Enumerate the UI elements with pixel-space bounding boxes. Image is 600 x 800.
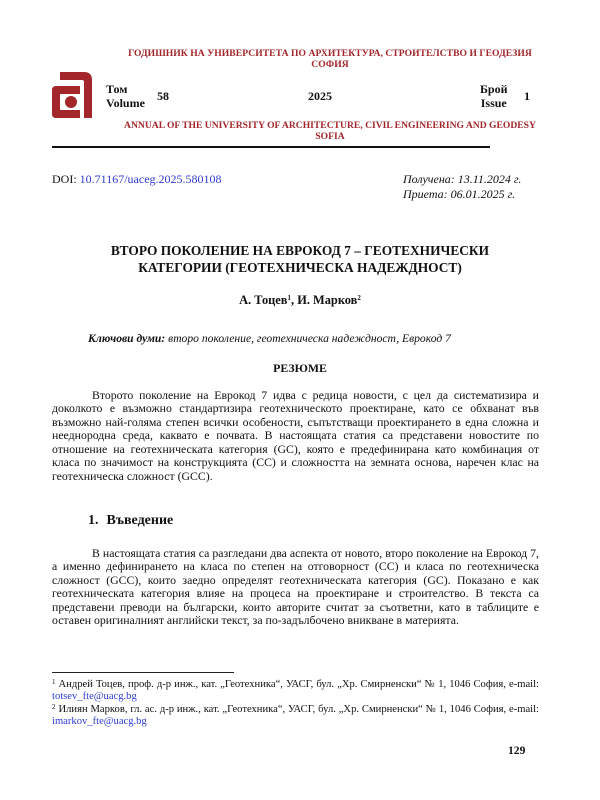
uaceg-logo-icon [52,72,92,118]
section-number: 1. [88,513,99,528]
volume-label-en: Volume [106,96,145,110]
section-title: Въведение [106,513,174,528]
journal-title-en [100,120,560,142]
article-title-line2: КАТЕГОРИИ (ГЕОТЕХНИЧЕСКА НАДЕЖДНОСТ) [138,260,462,275]
received-date: Получена: 13.11.2024 г. [403,172,522,186]
article-title [60,242,540,276]
submission-dates [403,172,521,201]
author-separator: , [291,293,298,307]
author-footnote-mark[interactable]: 2 [357,294,361,302]
year: 2025 [308,89,332,103]
issue-label [480,82,508,110]
keywords [88,332,451,345]
abstract-text: Второто поколение на Еврокод 7 идва с редица новости, с цел да систематизира и доколкото е възможно стандартизира геотехническото проектиране, като се обхванат във възможно най-голяма степен всички особености, съпътстващи проектирането в една сложна и нееднородна среда, каквато е почвата. В настоящата статия са представени новостите по отношение на геотехническата категория (GC), която е предефинирана като комбинация от класа по значимост на конструкцията (CC) и сложността на земната основа, наречен клас на геотехническа сложност (GCC). [52,388,539,483]
journal-title-en-line2: SOFIA [315,131,345,142]
volume-label [106,82,145,110]
footnote-mark: 2 [52,703,56,711]
author-name: И. Марков [297,293,358,307]
doi [52,172,222,187]
email-link[interactable]: totsev_fte@uacg.bg [52,691,137,703]
journal-title-en-line1: ANNUAL OF THE UNIVERSITY OF ARCHITECTURE, CIVIL ENGINEERING AND GEODESY [124,120,536,131]
footnote-text: Илиян Марков, гл. ас. д-р инж., кат. „Геотехника“, УАСГ, бул. „Хр. Смирненски“ № 1, 1046 София, e-mail: [58,704,539,715]
journal-title-bg [100,48,560,70]
journal-title-bg-line2: СОФИЯ [311,59,349,70]
keywords-text: второ поколение, геотехническа надеждност, Еврокод 7 [168,332,451,345]
authors [60,293,540,308]
article-title-line1: ВТОРО ПОКОЛЕНИЕ НА ЕВРОКОД 7 – ГЕОТЕХНИЧЕСКИ [110,243,490,258]
keywords-label: Ключови думи: [88,332,166,345]
doi-label: DOI: [52,172,77,186]
footnote-text: Андрей Тоцев, проф. д-р инж., кат. „Геотехника“, УАСГ, бул. „Хр. Смирненски“ № 1, 1046 София, e-mail: [58,679,539,690]
issue-label-en: Issue [480,96,507,110]
footnote [52,679,539,704]
author-name: А. Тоцев [239,293,288,307]
page-number: 129 [508,744,526,757]
journal-title-bg-line1: ГОДИШНИК НА УНИВЕРСИТЕТА ПО АРХИТЕКТУРА, СТРОИТЕЛСТВО И ГЕОДЕЗИЯ [128,48,532,59]
issue-label-bg: Брой [480,82,508,96]
author-footnote-mark[interactable]: 1 [287,294,291,302]
issue-number: 1 [524,89,530,103]
footnote-divider [52,672,234,673]
header-divider [52,146,490,148]
volume-label-bg: Том [106,82,128,96]
footnote-mark: 1 [52,678,56,686]
footnote [52,704,539,729]
volume-number: 58 [157,89,169,103]
accepted-date: Приета: 06.01.2025 г. [403,186,516,201]
email-link[interactable]: imarkov_fte@uacg.bg [52,716,147,728]
section-text: В настоящата статия са разгледани два аспекта от новото, второ поколение на Еврокод 7, а именно дефинирането на класа по степен на отговорност (CC) и класа по геотехническа сложност (GCC), които заедно определят геотехническата категория (GC). Показано е как геотехническата категория влияе на процеса на проектиране и строителство. В текста са представени преводи на български, които авторите считат за съответни, като в таблиците е оставен оригиналният английски текст, за по-задълбочено вникване в материята. [52,546,539,628]
doi-link[interactable]: 10.71167/uaceg.2025.580108 [79,172,222,186]
abstract-heading: РЕЗЮМЕ [273,361,327,375]
section-heading [88,513,173,529]
